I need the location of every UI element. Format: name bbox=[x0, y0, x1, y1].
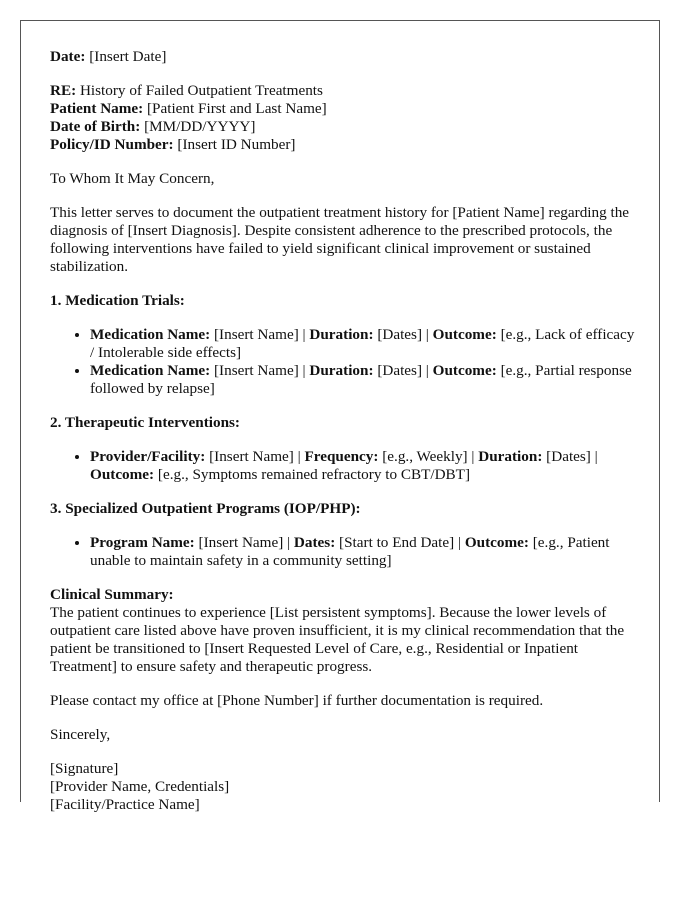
patient-name-value: [Patient First and Last Name] bbox=[147, 100, 327, 117]
item-value: [Dates] | bbox=[373, 362, 433, 379]
re-line bbox=[50, 82, 635, 100]
item-value: [Insert Name] | bbox=[210, 326, 310, 343]
item-label: Program Name: bbox=[90, 534, 195, 551]
medication-trials-list bbox=[50, 326, 635, 398]
item-label: Medication Name: bbox=[90, 326, 211, 343]
date-label: Date: bbox=[50, 48, 86, 65]
list-item bbox=[90, 362, 635, 398]
closing: Sincerely, bbox=[50, 726, 111, 743]
item-value: [e.g., Partial response followed by relapse] bbox=[90, 362, 632, 397]
letter-body bbox=[50, 48, 635, 830]
item-value: [Dates] | bbox=[542, 448, 598, 465]
intro-paragraph: This letter serves to document the outpatient treatment history for [Patient Name] regarding the diagnosis of [Insert Diagnosis]. Despite consistent adherence to the prescribed protocols, the following interventions have failed to yield significant clinical improvement or sustained stabilization. bbox=[50, 204, 630, 275]
item-label: Outcome: bbox=[90, 466, 155, 483]
date-line bbox=[50, 48, 635, 66]
dob-label: Date of Birth: bbox=[50, 118, 141, 135]
clinical-summary-text: The patient continues to experience [List persistent symptoms]. Because the lower levels of outpatient care listed above have proven insufficient, it is my clinical recommendation that the patient be transitioned to [Insert Requested Level of Care, e.g., Residential or Inpatient Treatment] to ensure safety and therapeutic progress. bbox=[50, 604, 625, 675]
therapeutic-interventions-list bbox=[50, 448, 635, 484]
dob-value: [MM/DD/YYYY] bbox=[144, 118, 256, 135]
policy-value: [Insert ID Number] bbox=[177, 136, 296, 153]
item-label: Duration: bbox=[478, 448, 543, 465]
item-label: Outcome: bbox=[432, 362, 497, 379]
re-label: RE: bbox=[50, 82, 77, 99]
section-medication-trials-title: 1. Medication Trials: bbox=[50, 292, 185, 309]
item-value: [e.g., Lack of efficacy / Intolerable side effects] bbox=[90, 326, 635, 361]
facility-practice-name: [Facility/Practice Name] bbox=[50, 796, 200, 813]
patient-name-line bbox=[50, 100, 635, 118]
item-label: Medication Name: bbox=[90, 362, 211, 379]
re-value: History of Failed Outpatient Treatments bbox=[79, 82, 323, 99]
signature-placeholder: [Signature] bbox=[50, 760, 119, 777]
clinical-summary bbox=[50, 586, 635, 676]
reference-block bbox=[50, 82, 635, 154]
letter-page bbox=[20, 20, 660, 813]
clinical-summary-title: Clinical Summary: bbox=[50, 586, 174, 603]
specialized-programs-list bbox=[50, 534, 635, 570]
list-item bbox=[90, 534, 635, 570]
item-label: Duration: bbox=[309, 362, 374, 379]
policy-line bbox=[50, 136, 635, 154]
item-value: [Insert Name] | bbox=[205, 448, 305, 465]
contact-paragraph: Please contact my office at [Phone Number] if further documentation is required. bbox=[50, 692, 544, 709]
patient-name-label: Patient Name: bbox=[50, 100, 144, 117]
item-value: [e.g., Symptoms remained refractory to CBT/DBT] bbox=[154, 466, 471, 483]
provider-name-credentials: [Provider Name, Credentials] bbox=[50, 778, 230, 795]
item-value: [e.g., Weekly] | bbox=[378, 448, 479, 465]
item-value: [Insert Name] | bbox=[194, 534, 294, 551]
item-label: Outcome: bbox=[432, 326, 497, 343]
salutation: To Whom It May Concern, bbox=[50, 170, 215, 187]
item-label: Outcome: bbox=[464, 534, 529, 551]
signature-block bbox=[50, 760, 635, 814]
section-specialized-programs-title: 3. Specialized Outpatient Programs (IOP/PHP): bbox=[50, 500, 361, 517]
item-label: Dates: bbox=[293, 534, 336, 551]
dob-line bbox=[50, 118, 635, 136]
item-value: [Insert Name] | bbox=[210, 362, 310, 379]
item-label: Duration: bbox=[309, 326, 374, 343]
item-value: [Dates] | bbox=[373, 326, 433, 343]
list-item bbox=[90, 326, 635, 362]
policy-label: Policy/ID Number: bbox=[50, 136, 174, 153]
date-value: [Insert Date] bbox=[89, 48, 167, 65]
item-label: Frequency: bbox=[304, 448, 379, 465]
section-therapeutic-interventions-title: 2. Therapeutic Interventions: bbox=[50, 414, 240, 431]
item-value: [e.g., Patient unable to maintain safety in a community setting] bbox=[90, 534, 610, 569]
list-item bbox=[90, 448, 635, 484]
item-value: [Start to End Date] | bbox=[335, 534, 465, 551]
item-label: Provider/Facility: bbox=[90, 448, 206, 465]
